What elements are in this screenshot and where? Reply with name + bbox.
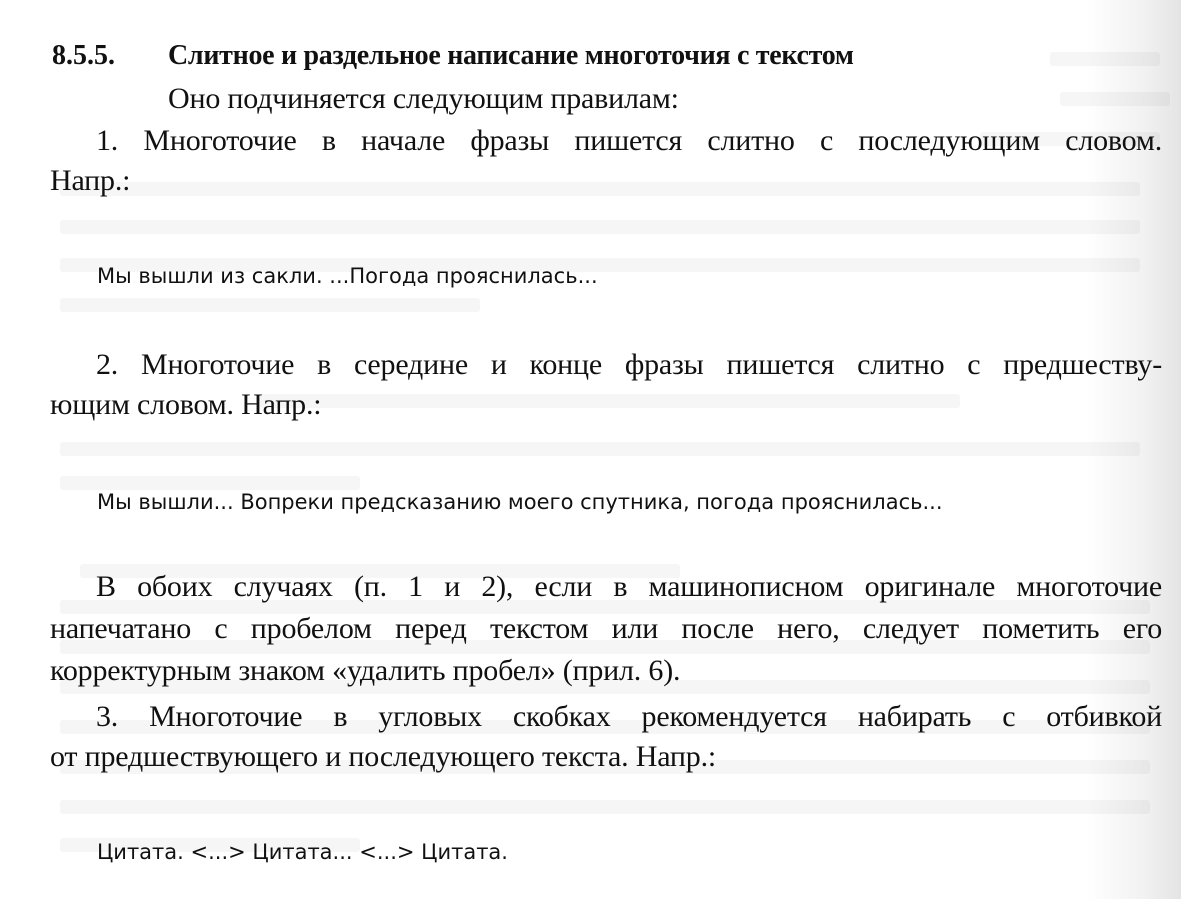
intro-text: Оно подчиняется следующим правилам:	[168, 82, 679, 115]
rule1-line1: 1. Многоточие в начале фразы пишется слитно с последующим словом.	[96, 124, 1162, 157]
rule1-line2: Напр.:	[50, 164, 131, 197]
rule3-line2: от предшествующего и последующего текста. Напр.:	[50, 740, 717, 773]
section-title: Слитное и раздельное написание многоточия с текстом	[168, 40, 854, 71]
rule2-example: Мы вышли... Вопреки предсказанию моего спутника, погода прояснилась...	[97, 490, 943, 514]
note-line3: корректурным знаком «удалить пробел» (прил. 6).	[50, 654, 681, 687]
rule1-example: Мы вышли из сакли. ...Погода прояснилась...	[97, 264, 598, 288]
note-line2: напечатано с пробелом перед текстом или после него, следует пометить его	[50, 612, 1162, 645]
rule3-line1: 3. Многоточие в угловых скобках рекомендуется набирать с отбивкой	[96, 700, 1162, 733]
rule2-line1: 2. Многоточие в середине и конце фразы пишется слитно с предшеству-	[96, 348, 1162, 381]
section-number: 8.5.5.	[52, 40, 115, 71]
rule2-line2: ющим словом. Напр.:	[50, 388, 322, 421]
rule3-example: Цитата. <...> Цитата... <...> Цитата.	[97, 840, 508, 864]
note-line1: В обоих случаях (п. 1 и 2), если в машинописном оригинале многоточие	[96, 570, 1162, 603]
